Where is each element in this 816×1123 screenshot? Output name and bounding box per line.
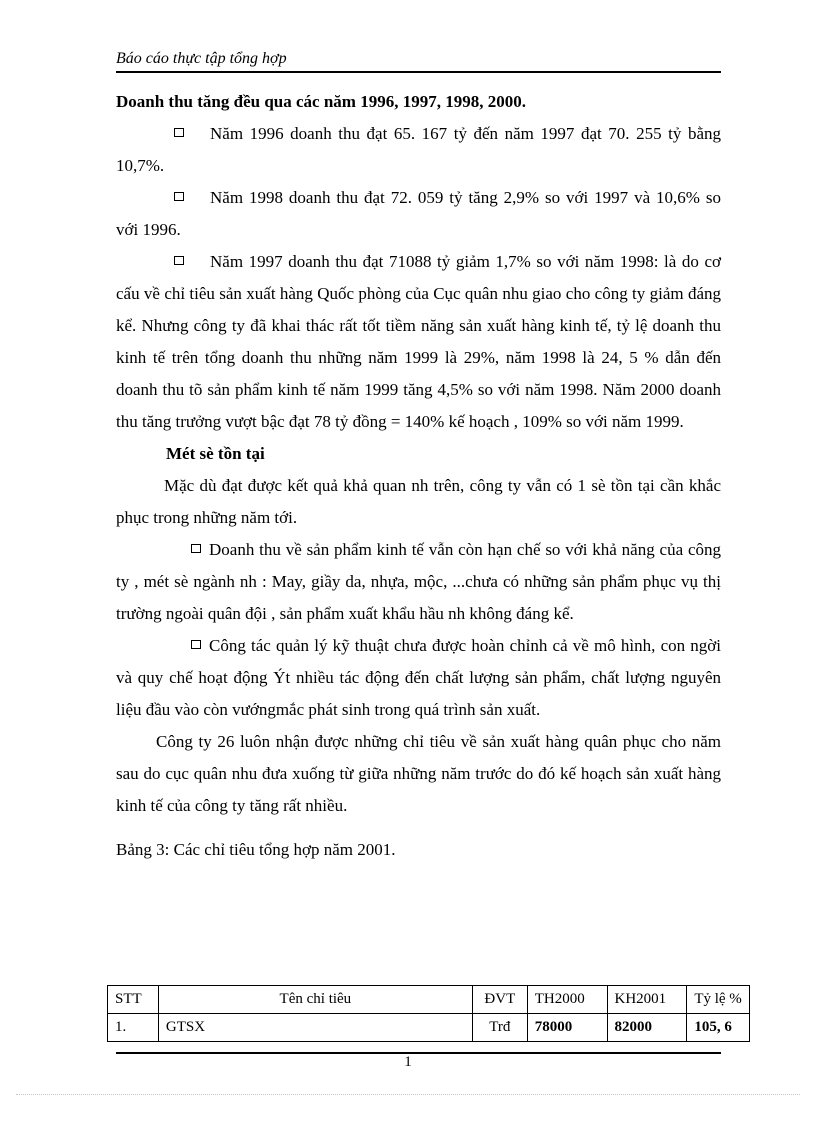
table-header-cell: ĐVT (472, 986, 527, 1014)
summary-table (107, 985, 750, 1042)
page-body (116, 86, 721, 866)
table-header-cell: TH2000 (527, 986, 607, 1014)
bullet-paragraph (116, 630, 721, 726)
table-caption: Bảng 3: Các chỉ tiêu tổng hợp năm 2001. (116, 840, 396, 859)
bullet-paragraph (116, 118, 721, 182)
square-bullet-icon (174, 128, 184, 137)
square-bullet-icon (191, 544, 201, 553)
bullet-paragraph (116, 534, 721, 630)
bullet-text: Năm 1996 doanh thu đạt 65. 167 tỷ đến năm 1997 đạt 70. 255 tỷ bằng 10,7%. (116, 124, 721, 175)
running-header: Báo cáo thực tập tổng hợp (116, 50, 287, 67)
bullet-paragraph (116, 246, 721, 438)
bullet-text: Năm 1998 doanh thu đạt 72. 059 tỷ tăng 2,9% so với 1997 và 10,6% so với 1996. (116, 188, 721, 239)
page-number: 1 (404, 1054, 412, 1070)
bullet-text: Doanh thu về sản phẩm kinh tế vẫn còn hạn chế so với khả năng của công ty , mét sè ngành nh : May, giầy da, nhựa, mộc, ...chưa có những sản phẩm phục vụ thị trường ngoài quân đội , sản phẩm xuất khẩu hầu nh không đáng kể. (116, 540, 721, 623)
square-bullet-icon (191, 640, 201, 649)
table-cell: Trđ (472, 1014, 527, 1042)
square-bullet-icon (174, 192, 184, 201)
table-row (108, 1014, 750, 1042)
table-cell: 105, 6 (687, 1014, 750, 1042)
bullet-paragraph (116, 182, 721, 246)
bullet-text: Năm 1997 doanh thu đạt 71088 tỷ giảm 1,7% so với năm 1998: là do cơ cấu về chỉ tiêu sản xuất hàng Quốc phòng của Cục quân nhu giao cho công ty giảm đáng kể. Nhưng công ty đã khai thác rất tốt tiềm năng sản xuất hàng kinh tế, tỷ lệ doanh thu kinh tế trên tổng doanh thu những năm 1999 là 29%, năm 1998 là 24, 5 % dẫn đến doanh thu tõ sản phẩm kinh tế năm 1999 tăng 4,5% so với năm 1998. Năm 2000 doanh thu tăng trưởng vượt bậc đạt 78 tỷ đồng = 140% kế hoạch , 109% so với năm 1999. (116, 252, 721, 431)
subheading: Mét sè tồn tại (166, 444, 265, 463)
paragraph: Công ty 26 luôn nhận được những chỉ tiêu về sản xuất hàng quân phục cho năm sau do cục quân nhu đưa xuống từ giữa những năm trước do đó kế hoạch sản xuất hàng kinh tế của công ty tăng rất nhiều. (116, 732, 721, 815)
table-cell: 1. (108, 1014, 159, 1042)
table-cell: GTSX (158, 1014, 472, 1042)
table-header-cell: STT (108, 986, 159, 1014)
table-header-cell: Tên chỉ tiêu (158, 986, 472, 1014)
header-divider (116, 71, 721, 73)
paragraph: Mặc dù đạt được kết quả khả quan nh trên, công ty vẫn có 1 sè tồn tại cần khắc phục trong những năm tới. (116, 476, 721, 527)
section-heading: Doanh thu tăng đều qua các năm 1996, 1997, 1998, 2000. (116, 92, 526, 111)
table-cell: 78000 (527, 1014, 607, 1042)
table-cell: 82000 (607, 1014, 687, 1042)
table-header-cell: Tỷ lệ % (687, 986, 750, 1014)
table-header-cell: KH2001 (607, 986, 687, 1014)
page-break-line (16, 1094, 800, 1095)
square-bullet-icon (174, 256, 184, 265)
table-header-row (108, 986, 750, 1014)
bullet-text: Công tác quản lý kỹ thuật chưa được hoàn chỉnh cả về mô hình, con ngời và quy chế hoạt động Ýt nhiều tác động đến chất lượng sản phẩm, chất lượng nguyên liệu đầu vào còn vướngmắc phát sinh trong quá trình sản xuất. (116, 636, 721, 719)
